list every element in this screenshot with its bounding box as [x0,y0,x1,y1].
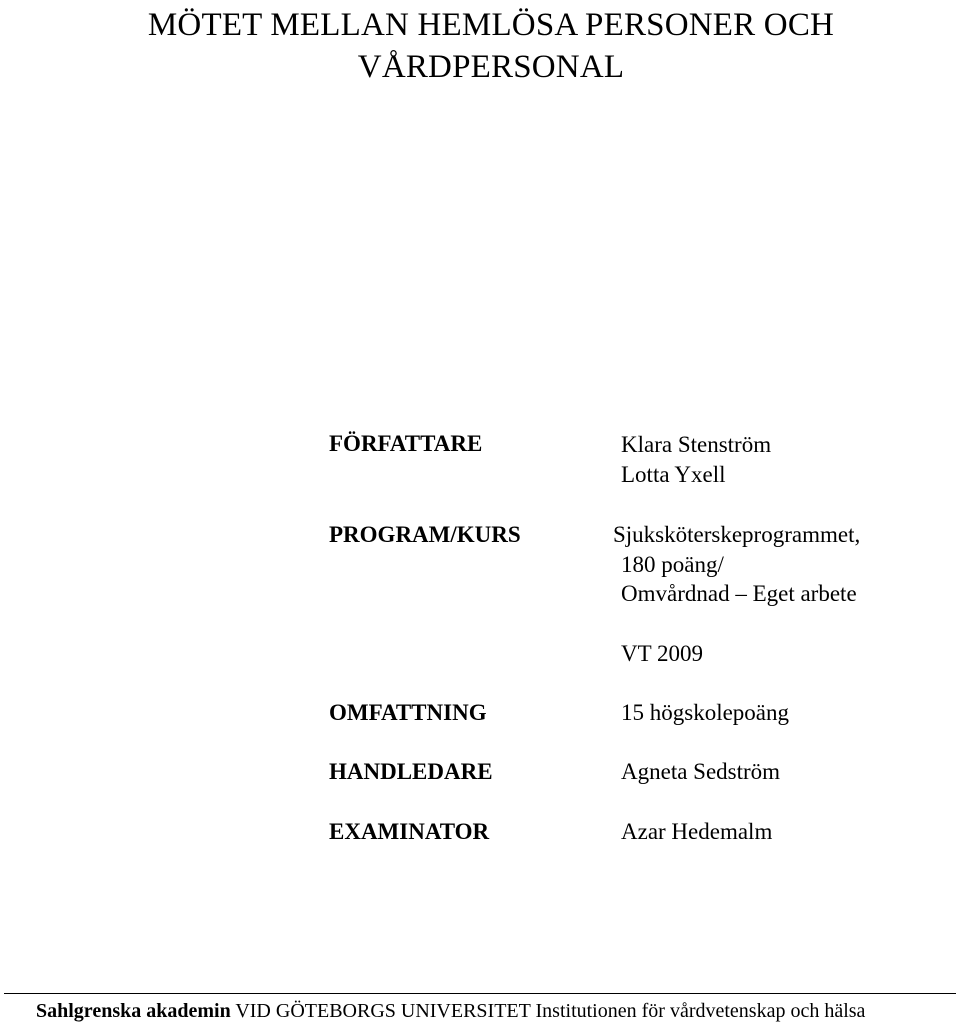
label-forfattare: FÖRFATTARE [329,431,483,456]
value-forfattare [621,430,771,489]
footer-academy: Sahlgrenska akademin [36,1000,231,1022]
label-omfattning: OMFATTNING [329,700,487,725]
label-examinator: EXAMINATOR [329,819,490,844]
label-program-kurs: PROGRAM/KURS [329,522,521,547]
value-program-kurs [613,520,861,609]
author-2: Lotta Yxell [621,461,726,487]
footer-divider [4,993,956,994]
value-omfattning: 15 högskolepoäng [621,700,790,725]
label-handledare: HANDLEDARE [329,759,493,784]
program-line-3: Omvårdnad – Eget arbete [621,581,857,606]
footer [36,998,865,1024]
value-handledare: Agneta Sedström [621,759,781,784]
title-line-1: MÖTET MELLAN HEMLÖSA PERSONER OCH [147,7,835,43]
title-line-2: VÅRDPERSONAL [357,49,625,85]
program-line-2: 180 poäng/ [621,551,724,577]
value-termin: VT 2009 [621,641,703,666]
program-line-1: Sjuksköterskeprogrammet, [613,522,861,547]
document-title [71,4,911,88]
footer-institution: Institutionen för vårdvetenskap och hälsa [535,1000,866,1022]
author-1: Klara Stenström [621,432,772,457]
footer-university: VID GÖTEBORGS UNIVERSITET [235,1000,531,1022]
value-examinator: Azar Hedemalm [621,819,773,844]
